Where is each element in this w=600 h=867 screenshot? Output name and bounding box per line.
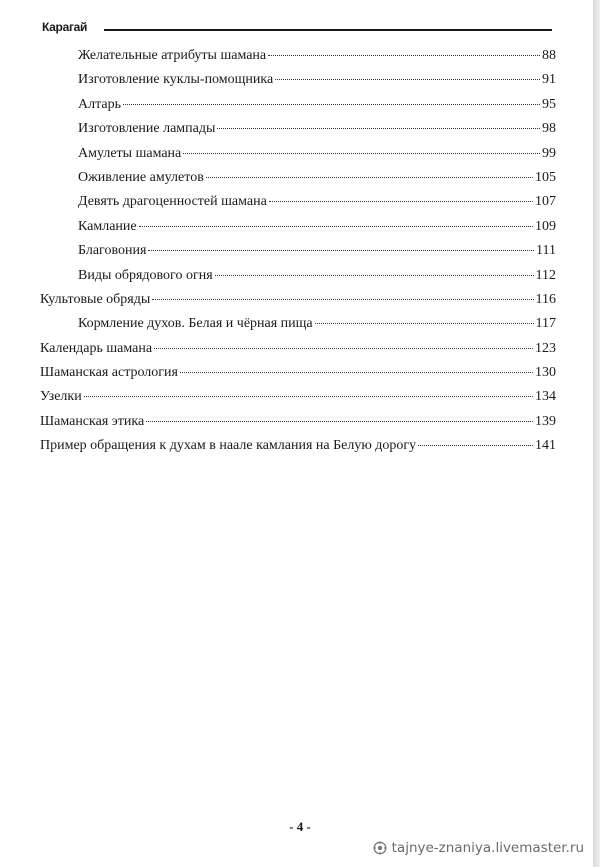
toc-entry [40, 97, 556, 121]
page-edge-shadow [593, 0, 600, 867]
toc-entry [40, 316, 556, 340]
toc-leader-dots [146, 421, 533, 422]
toc-leader-dots [148, 250, 534, 251]
toc-entry-page: 123 [535, 340, 556, 356]
toc-entry-title: Узелки [40, 389, 82, 405]
toc-leader-dots [180, 372, 533, 373]
toc-entry [40, 170, 556, 194]
toc-entry-page: 91 [542, 72, 556, 88]
toc-entry [40, 438, 556, 462]
toc-entry-title: Девять драгоценностей шамана [78, 194, 267, 210]
toc-entry-title: Шаманская астрология [40, 365, 178, 381]
toc-entry-page: 130 [535, 365, 556, 381]
toc-entry-title: Изготовление лампады [78, 121, 216, 137]
toc-entry [40, 389, 556, 413]
toc-entry-page: 105 [535, 169, 556, 185]
toc-leader-dots [123, 104, 540, 105]
toc-entry-title: Кормление духов. Белая и чёрная пища [78, 316, 313, 332]
toc-entry [40, 48, 556, 72]
toc-entry-page: 109 [535, 218, 556, 234]
toc-entry-title: Культовые обряды [40, 291, 151, 307]
toc-entry-page: 88 [542, 48, 556, 63]
toc-entry-title: Шаманская этика [40, 413, 145, 429]
toc-leader-dots [152, 299, 533, 300]
toc-leader-dots [154, 348, 533, 349]
table-of-contents [40, 48, 556, 463]
toc-entry-page: 112 [535, 267, 556, 283]
toc-entry-page: 139 [535, 413, 556, 429]
toc-entry-page: 116 [535, 291, 556, 307]
toc-leader-dots [269, 201, 533, 202]
toc-leader-dots [215, 275, 534, 276]
toc-entry [40, 268, 556, 292]
toc-entry-title: Камлание [78, 218, 137, 234]
toc-entry [40, 146, 556, 170]
toc-entry-page: 141 [535, 438, 556, 454]
toc-entry-title: Амулеты шамана [78, 145, 182, 161]
toc-leader-dots [275, 79, 540, 80]
running-header [42, 20, 552, 38]
toc-entry-title: Виды обрядового огня [78, 267, 213, 283]
toc-leader-dots [268, 55, 540, 56]
toc-entry [40, 365, 556, 389]
toc-entry [40, 121, 556, 145]
toc-entry [40, 72, 556, 96]
toc-entry [40, 243, 556, 267]
toc-entry [40, 292, 556, 316]
toc-entry [40, 219, 556, 243]
header-rule [104, 29, 552, 31]
toc-entry-title: Изготовление куклы-помощника [78, 72, 274, 88]
toc-entry [40, 194, 556, 218]
toc-entry [40, 414, 556, 438]
toc-entry-page: 98 [542, 121, 556, 137]
toc-entry-title: Пример обращения к духам в наале камлания на Белую дорогу [40, 438, 417, 454]
page-number: - 4 - [289, 819, 311, 834]
toc-entry-page: 111 [536, 243, 556, 259]
toc-leader-dots [217, 128, 540, 129]
watermark-text: tajnye-znaniya.livemaster.ru [391, 840, 584, 856]
toc-leader-dots [183, 153, 540, 154]
toc-entry-title: Календарь шамана [40, 340, 153, 356]
toc-entry-page: 107 [535, 194, 556, 210]
toc-entry-title: Оживление амулетов [78, 169, 204, 185]
livemaster-logo-icon [373, 841, 387, 855]
toc-entry-page: 95 [542, 96, 556, 112]
toc-entry-title: Алтарь [78, 96, 121, 112]
toc-leader-dots [315, 323, 534, 324]
header-title: Карагай [42, 20, 88, 34]
toc-entry-page: 117 [535, 316, 556, 332]
toc-entry-title: Благовония [78, 243, 147, 259]
toc-leader-dots [206, 177, 533, 178]
toc-entry-page: 134 [535, 389, 556, 405]
toc-entry [40, 341, 556, 365]
watermark [373, 840, 584, 856]
toc-leader-dots [418, 445, 533, 446]
toc-leader-dots [84, 396, 533, 397]
toc-entry-title: Желательные атрибуты шамана [78, 48, 267, 63]
toc-entry-page: 99 [542, 145, 556, 161]
toc-leader-dots [139, 226, 533, 227]
